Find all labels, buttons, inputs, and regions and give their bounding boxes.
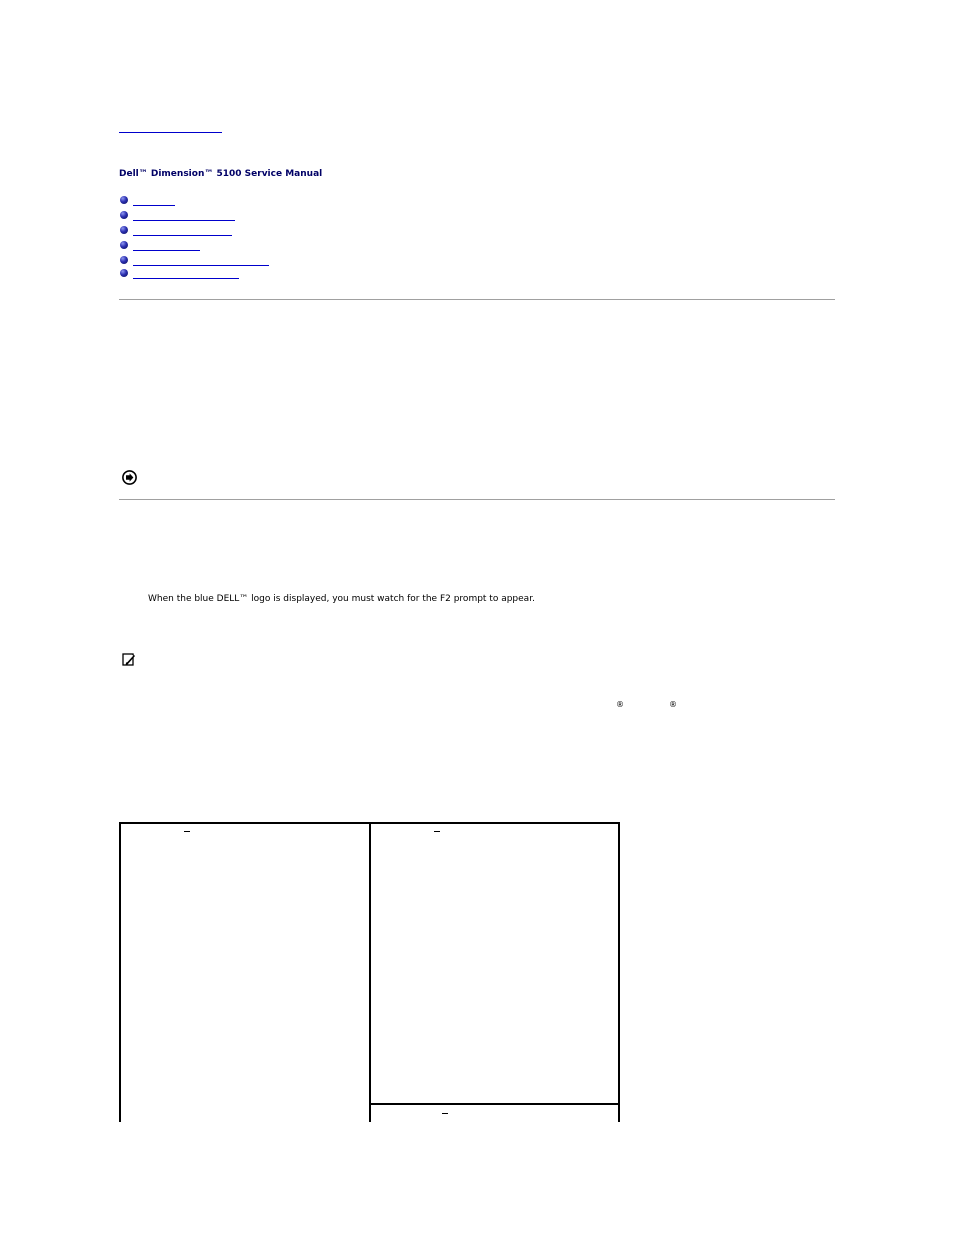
options-cell-mark (184, 831, 190, 832)
toc-link[interactable] (133, 210, 235, 221)
section-divider (119, 299, 835, 300)
toc-link[interactable] (133, 225, 232, 236)
manual-title: Dell™ Dimension™ 5100 Service Manual (119, 169, 323, 179)
registered-mark: ® (669, 700, 677, 709)
bullet-icon (120, 269, 128, 277)
bullet-icon (120, 241, 128, 249)
toc-link[interactable] (133, 195, 175, 206)
table-column-divider (369, 822, 371, 1122)
notice-icon (122, 470, 137, 485)
key-functions-cell-mark (442, 1113, 448, 1114)
toc-item (119, 255, 319, 267)
toc-item (119, 268, 319, 280)
logo-prompt-text: When the blue DELL™ logo is displayed, you must watch for the F2 prompt to appear. (148, 594, 535, 604)
toc-link[interactable] (133, 255, 269, 266)
toc-link[interactable] (133, 240, 200, 251)
toc-item (119, 225, 319, 237)
toc-item (119, 210, 319, 222)
bullet-icon (120, 256, 128, 264)
table-row-divider (369, 1103, 620, 1105)
toc-item (119, 240, 319, 252)
note-icon (122, 652, 136, 666)
section-divider (119, 499, 835, 500)
toc-item (119, 195, 319, 207)
help-cell-mark (434, 831, 440, 832)
registered-mark: ® (616, 700, 624, 709)
bullet-icon (120, 196, 128, 204)
toc-link[interactable] (133, 268, 239, 279)
bullet-icon (120, 226, 128, 234)
bullet-icon (120, 211, 128, 219)
back-to-contents-link[interactable] (119, 118, 222, 133)
